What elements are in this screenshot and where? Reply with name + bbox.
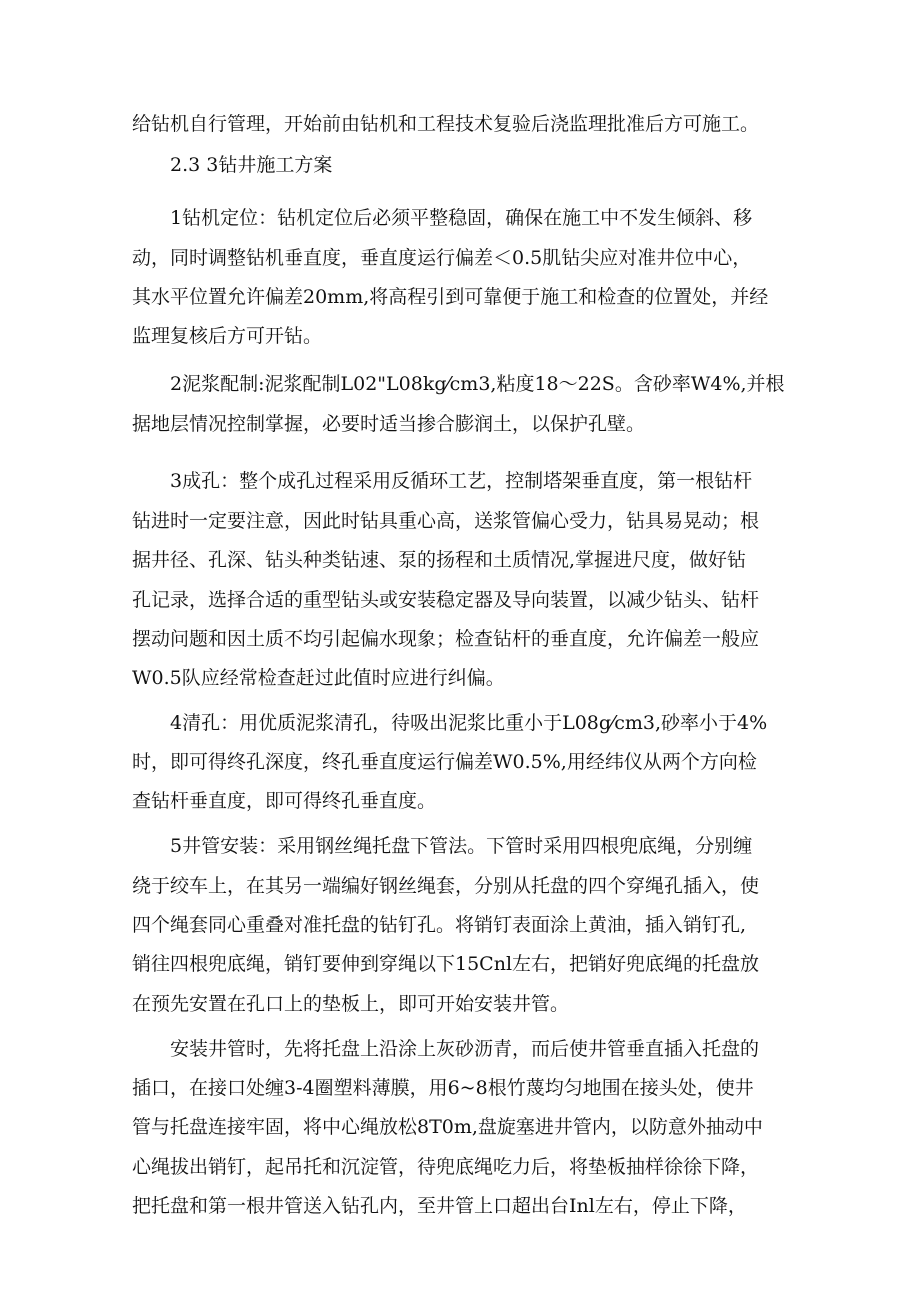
text-line: 管与托盘连接牢固，将中心绳放松8T0m,盘旋塞进井管内，以防意外抽动中: [132, 1116, 763, 1138]
text-line: 销往四根兜底绳，销钉要伸到穿绳以下15Cnl左右，把销好兜底绳的托盘放: [132, 953, 760, 975]
text-line: 2泥浆配制:泥浆配制L02"L08kg⁄cm3,粘度18～22S。含砂率W4%,并根: [170, 373, 785, 395]
text-line: 摆动问题和因土质不均引起偏水现象；检查钻杆的垂直度，允许偏差一般应: [132, 628, 760, 650]
text-line: W0.5队应经常检查赶过此值时应进行纠偏。: [132, 667, 505, 689]
text-line: 钻进时一定要注意，因此时钻具重心高，送浆管偏心受力，钻具易晃动；根: [132, 510, 760, 532]
text-line: 孔记录，选择合适的重型钻头或安装稳定器及导向装置，以减少钻头、钻杆: [132, 589, 760, 611]
text-line: 5井管安装：采用钢丝绳托盘下管法。下管时采用四根兜底绳，分别缠: [170, 835, 753, 857]
text-line: 把托盘和第一根井管送入钻孔内，至井管上口超出台Inl左右，停止下降，: [132, 1195, 747, 1217]
text-line: 4清孔：用优质泥浆清孔，待吸出泥浆比重小于L08g⁄cm3,砂率小于4%: [170, 712, 768, 734]
text-line: 给钻机自行管理，开始前由钻机和工程技术复验后浇监理批准后方可施工。: [132, 113, 760, 135]
text-line: 插口，在接口处缠3-4圈塑料薄膜，用6~8根竹蔑均匀地围在接头处，使井: [132, 1077, 754, 1099]
text-line: 绕于绞车上，在其另一端编好钢丝绳套，分别从托盘的四个穿绳孔插入，使: [132, 875, 760, 897]
text-line: 查钻杆垂直度，即可得终孔垂直度。: [132, 790, 437, 812]
section-heading: 2.3 3钻井施工方案: [170, 154, 333, 176]
text-line: 心绳拔出销钉，起吊托和沉淀管，待兜底绳吃力后，将垫板抽样徐徐下降，: [132, 1156, 760, 1178]
text-line: 据井径、孔深、钻头种类钻速、泵的扬程和土质情况,掌握进尺度，做好钻: [132, 549, 747, 571]
text-line: 3成孔：整个成孔过程采用反循环工艺，控制塔架垂直度，第一根钻杆: [170, 470, 753, 492]
text-line: 1钻机定位：钻机定位后必须平整稳固，确保在施工中不发生倾斜、移: [170, 207, 753, 229]
text-line: 安装井管时，先将托盘上沿涂上灰砂沥青，而后使井管垂直插入托盘的: [170, 1038, 760, 1060]
text-line: 监理复核后方可开钻。: [132, 325, 323, 347]
text-line: 在预先安置在孔口上的垫板上，即可开始安装井管。: [132, 993, 570, 1015]
text-line: 四个绳套同心重叠对准托盘的钻钉孔。将销钉表面涂上黄油，插入销钉孔,: [132, 914, 747, 936]
text-line: 其水平位置允许偏差20mm,将高程引到可靠便于施工和检查的位置处，并经: [132, 286, 769, 308]
text-line: 据地层情况控制掌握，必要时适当掺合膨润土，以保护孔壁。: [132, 413, 646, 435]
text-line: 时，即可得终孔深度，终孔垂直度运行偏差W0.5%,用经纬仪从两个方向检: [132, 751, 757, 773]
text-line: 动，同时调整钻机垂直度，垂直度运行偏差＜0.5肌钻尖应对准井位中心，: [132, 247, 752, 269]
